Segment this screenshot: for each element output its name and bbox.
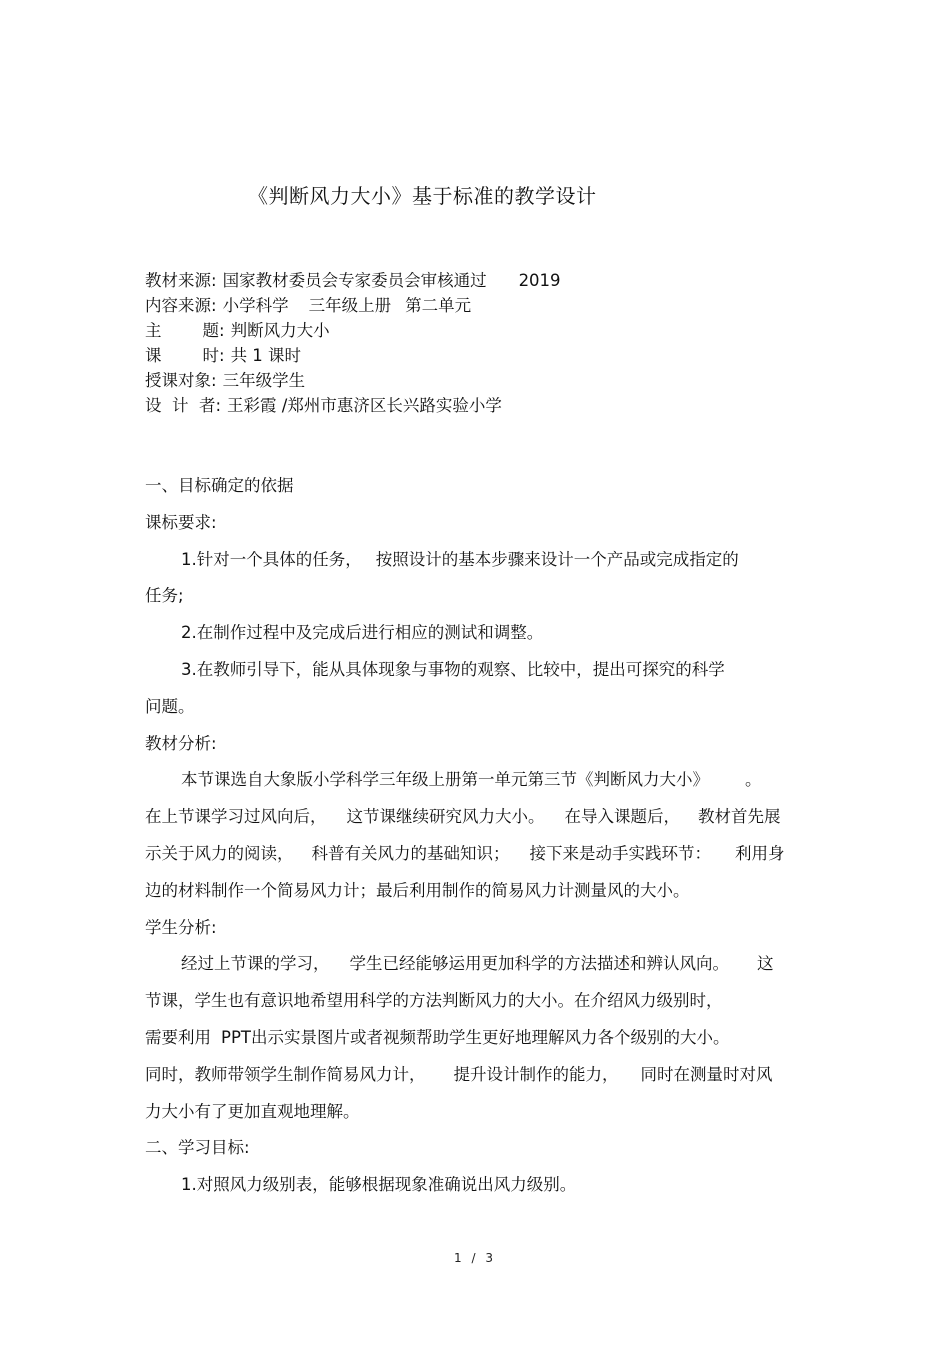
meta-label: 授课对象: [145,371,217,390]
section-heading: 二、学习目标: [145,1138,250,1158]
page-number: 1 / 3 [454,1251,496,1265]
paragraph-line: 边的材料制作一个简易风力计；最后利用制作的简易风力计测量风的大小。 [145,880,690,900]
meta-block [145,268,561,418]
meta-extra: 三年级上册 [308,296,392,315]
paragraph-line: 示关于风力的阅读， 科普有关风力的基础知识； 接下来是动手实践环节： 利用身 [145,843,785,863]
paragraph-line: 力大小有了更加直观地理解。 [145,1101,360,1121]
meta-value: 国家教材委员会专家委员会审核通过 [222,271,487,290]
meta-row-topic [145,318,561,343]
paragraph-line: 同时，教师带领学生制作简易风力计， 提升设计制作的能力， 同时在测量时对风 [145,1064,773,1084]
section-heading: 一、目标确定的依据 [145,476,294,495]
meta-label: 时: [202,346,225,365]
subheading: 课标要求: [145,512,217,532]
meta-value: 共 1 课时 [230,346,302,365]
meta-row-content [145,293,561,318]
paragraph-line: 1.对照风力级别表，能够根据现象准确说出风力级别。 [181,1175,577,1195]
subheading: 学生分析: [145,917,217,937]
paragraph-line: 经过上节课的学习， 学生已经能够运用更加科学的方法描述和辨认风向。 这 [181,954,774,974]
meta-value: 王彩霞 /郑州市惠济区长兴路实验小学 [227,396,502,415]
paragraph-line: 节课，学生也有意识地希望用科学的方法判断风力的大小。在介绍风力级别时， [145,991,723,1011]
paragraph-line: 需要利用 PPT出示实景图片或者视频帮助学生更好地理解风力各个级别的大小。 [145,1027,730,1047]
paragraph-line: 任务; [145,586,184,606]
meta-value: 判断风力大小 [230,321,330,340]
meta-row-designer [145,393,561,418]
meta-label: 题: [202,321,225,340]
paragraph-line: 本节课选自大象版小学科学三年级上册第一单元第三节《判断风力大小》 。 [181,770,762,790]
meta-label: 主 [145,321,162,340]
meta-extra: 2019 [518,271,561,290]
paragraph-line: 1.针对一个具体的任务， 按照设计的基本步骤来设计一个产品或完成指定的 [181,549,739,569]
paragraph-line: 问题。 [145,696,195,716]
meta-label: 教材来源: [145,271,217,290]
meta-label: 课 [145,346,162,365]
meta-value: 三年级学生 [222,371,306,390]
meta-label: 设 计 者: [145,396,222,415]
subheading: 教材分析: [145,733,217,753]
meta-label: 内容来源: [145,296,217,315]
paragraph-line: 2.在制作过程中及完成后进行相应的测试和调整。 [181,623,544,643]
meta-extra: 第二单元 [405,296,472,315]
meta-row-source [145,268,561,293]
meta-value: 小学科学 [222,296,289,315]
meta-row-audience [145,368,561,393]
document-title: 《判断风力大小》基于标准的教学设计 [248,184,597,208]
paragraph-line: 在上节课学习过风向后， 这节课继续研究风力大小。 在导入课题后， 教材首先展 [145,807,781,827]
document-body [145,476,810,1212]
meta-row-hours [145,343,561,368]
paragraph-line: 3.在教师引导下，能从具体现象与事物的观察、比较中，提出可探究的科学 [181,659,725,679]
